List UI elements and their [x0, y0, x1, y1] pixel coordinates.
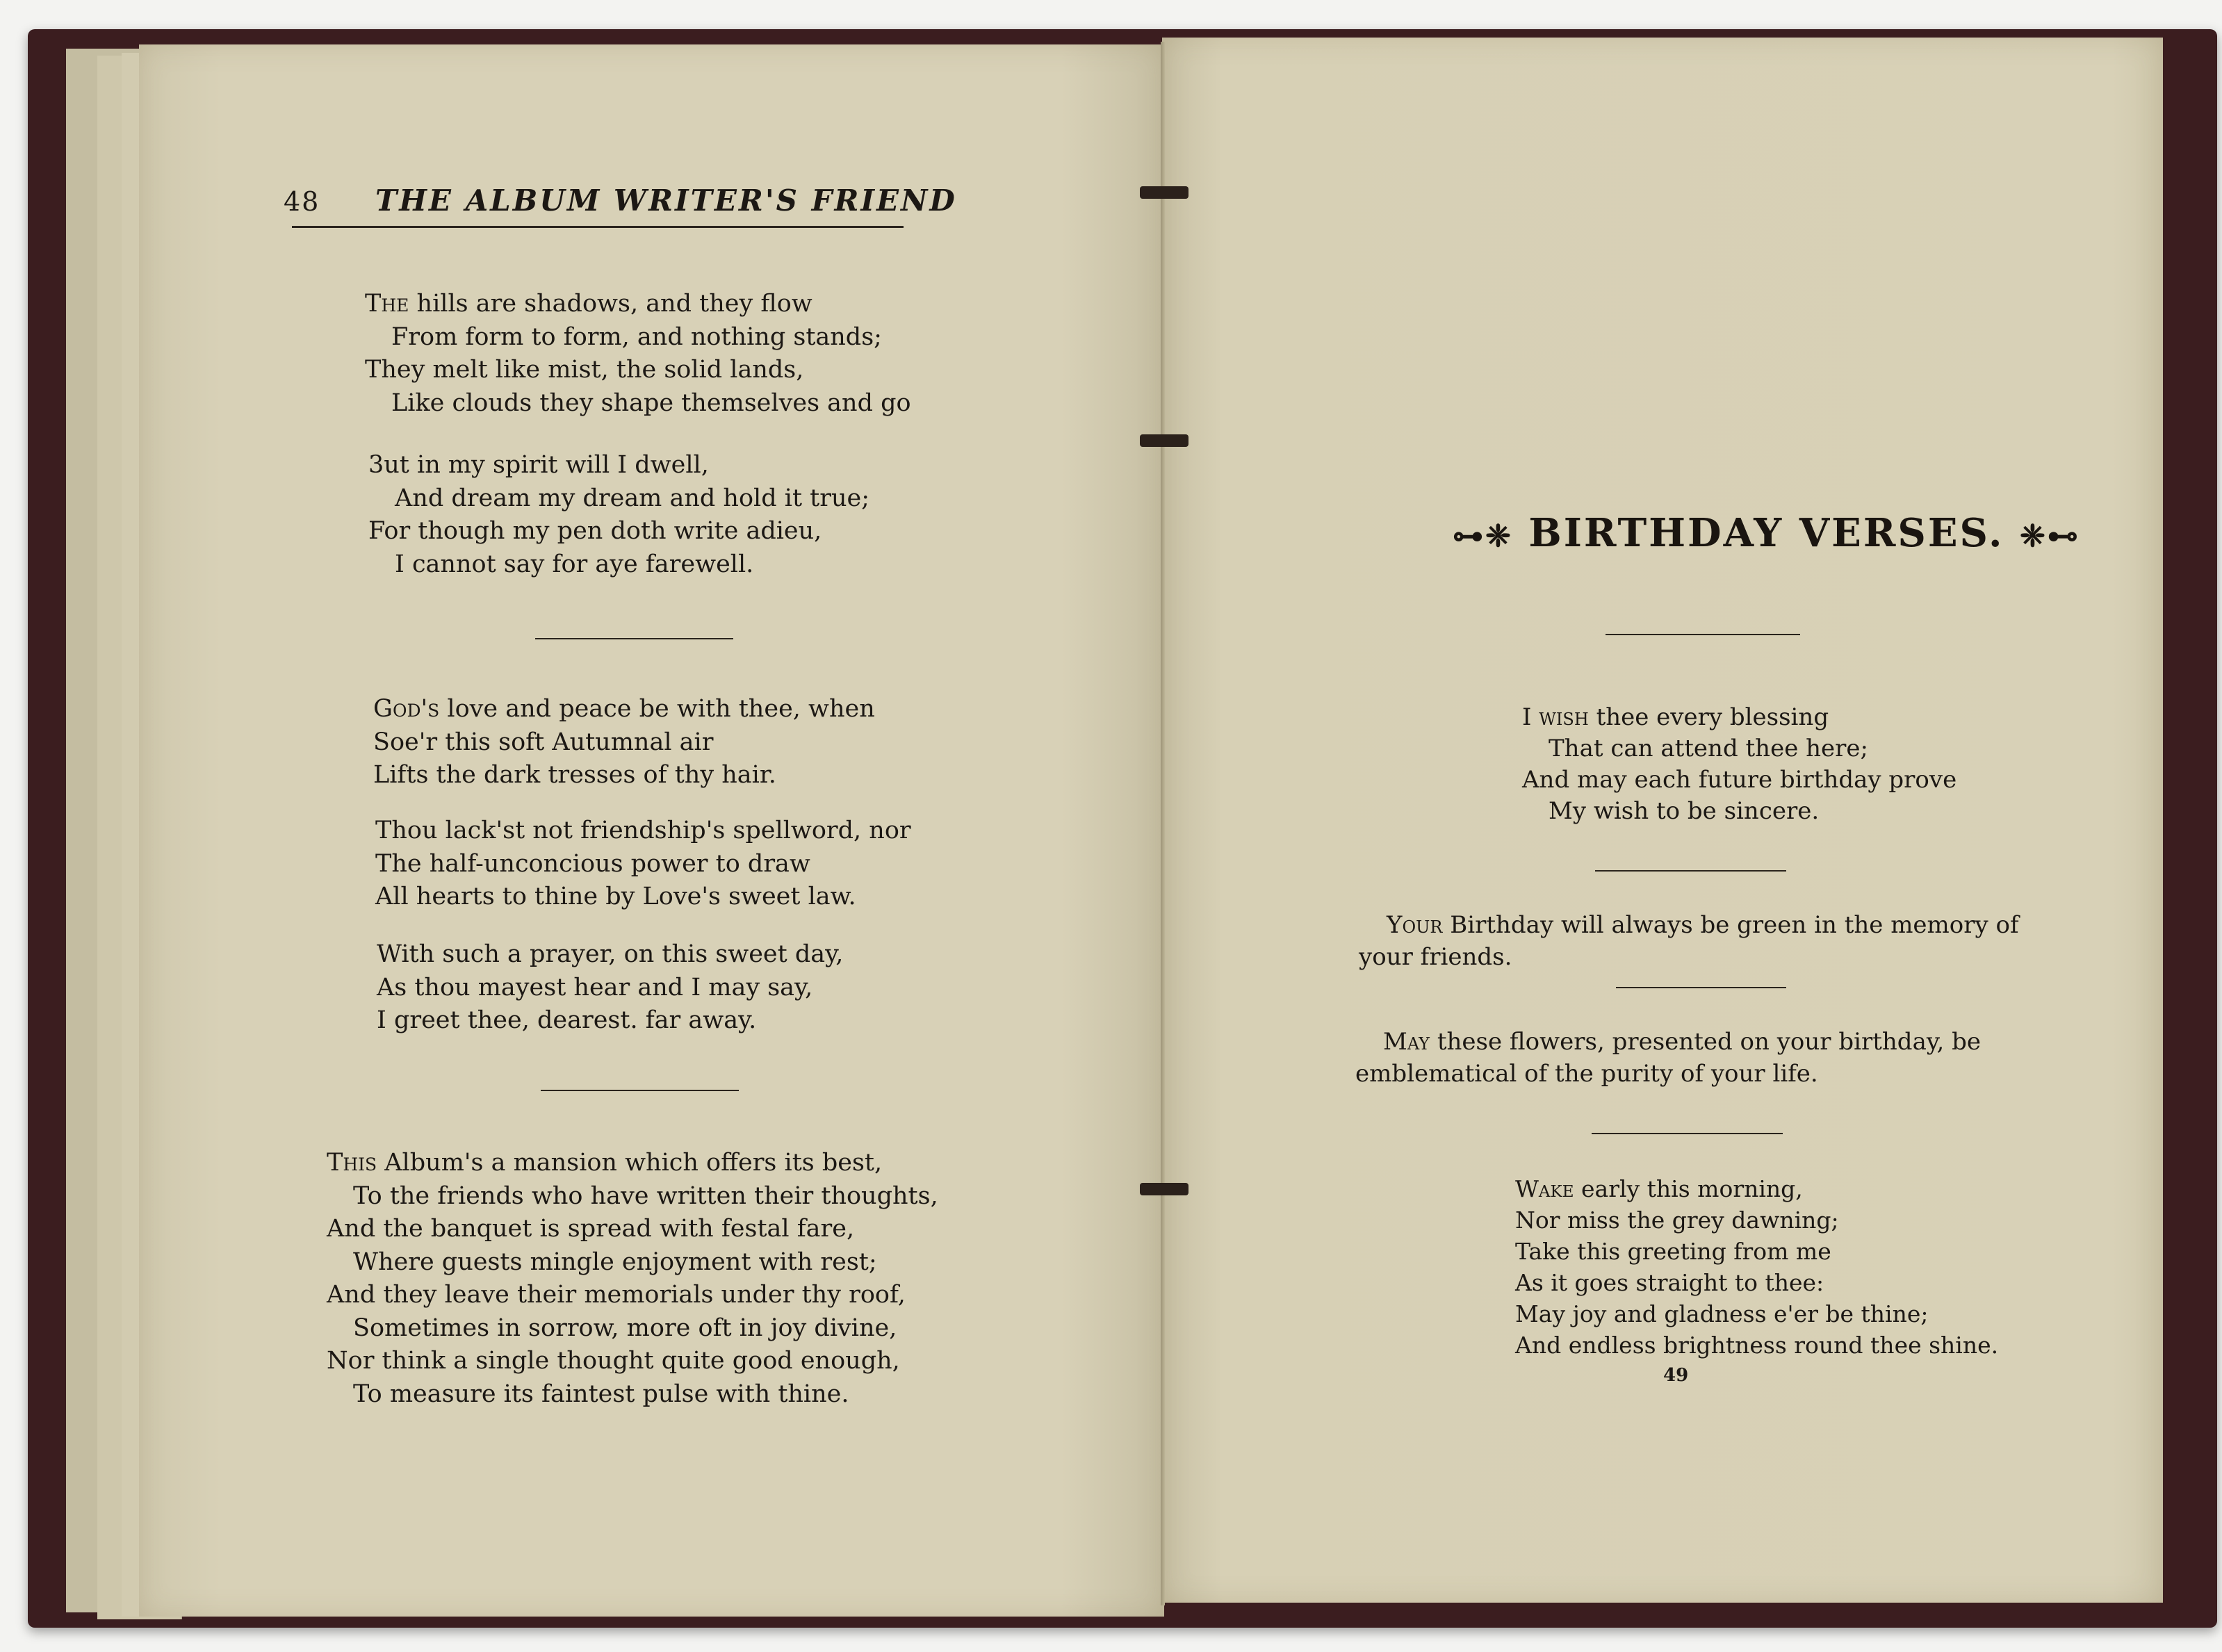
- poem-line: Lifts the dark tresses of thy hair.: [373, 761, 776, 789]
- poem-line: That can attend thee here;: [1549, 735, 1868, 762]
- poem-line: For though my pen doth write adieu,: [368, 517, 822, 545]
- prose-line: emblematical of the purity of your life.: [1355, 1060, 1818, 1088]
- poem-line: The hills are shadows, and they flow: [365, 290, 812, 318]
- header-rule: [292, 226, 904, 228]
- section-divider: [535, 638, 733, 639]
- poem-line: And endless brightness round thee shine.: [1515, 1332, 1999, 1359]
- poem-line: May joy and gladness e'er be thine;: [1515, 1300, 1929, 1327]
- binding-stitch: [1140, 1183, 1188, 1195]
- section-title-text: BIRTHDAY VERSES.: [1528, 510, 2004, 556]
- prose-line: May these flowers, presented on your birthday, be: [1383, 1028, 1982, 1056]
- prose-line: Your Birthday will always be green in the memory of: [1387, 911, 2019, 939]
- poem-gods-love-stanza-2: [375, 815, 911, 914]
- poem-line: They melt like mist, the solid lands,: [365, 356, 804, 384]
- running-title: THE ALBUM WRITER'S FRIEND: [375, 183, 957, 218]
- poem-hills-stanza-1: [365, 288, 911, 420]
- book-gutter: [1161, 42, 1165, 1605]
- section-divider: [541, 1090, 739, 1091]
- poem-line: Nor miss the grey dawning;: [1515, 1207, 1839, 1234]
- poem-line: And the banquet is spread with festal fare,: [327, 1215, 855, 1243]
- poem-album-mansion: [327, 1147, 938, 1411]
- poem-line: From form to form, and nothing stands;: [391, 322, 882, 351]
- poem-line: To the friends who have written their thoughts,: [353, 1181, 938, 1210]
- poem-gods-love-stanza-3: [377, 938, 843, 1038]
- verse-wake-early: [1515, 1173, 1998, 1361]
- poem-line: 3ut in my spirit will I dwell,: [368, 451, 709, 479]
- binding-stitch: [1140, 434, 1188, 447]
- poem-hills-stanza-2: [368, 449, 869, 581]
- poem-line: My wish to be sincere.: [1549, 797, 1820, 825]
- poem-line: As thou mayest hear and I may say,: [377, 973, 813, 1001]
- section-divider: [1616, 987, 1786, 988]
- poem-line: And dream my dream and hold it true;: [395, 484, 869, 512]
- birthday-verses-title: [1453, 510, 2080, 556]
- poem-line: Soe'r this soft Autumnal air: [373, 728, 714, 756]
- poem-line: All hearts to thine by Love's sweet law.: [375, 883, 856, 910]
- section-divider: [1595, 870, 1786, 872]
- poem-line: Where guests mingle enjoyment with rest;: [353, 1248, 877, 1276]
- poem-line: This Album's a mansion which offers its best,: [327, 1149, 883, 1177]
- poem-line: I wish thee every blessing: [1522, 703, 1829, 731]
- prose-your-birthday: [1359, 909, 2019, 973]
- poem-line: Thou lack'st not friendship's spellword, nor: [375, 817, 911, 844]
- section-divider: [1592, 1133, 1783, 1134]
- prose-may-these-flowers: [1355, 1026, 1981, 1090]
- poem-line: Wake early this morning,: [1515, 1175, 1803, 1202]
- poem-line: Sometimes in sorrow, more oft in joy divine,: [353, 1314, 897, 1342]
- binding-stitch: [1140, 186, 1188, 199]
- verse-i-wish: [1522, 702, 1956, 827]
- poem-line: The half-unconcious power to draw: [375, 849, 810, 878]
- poem-line: As it goes straight to thee:: [1515, 1269, 1824, 1296]
- poem-line: And may each future birthday prove: [1522, 766, 1957, 794]
- poem-line: I greet thee, dearest. far away.: [377, 1006, 757, 1034]
- poem-line: Nor think a single thought quite good enough,: [327, 1347, 900, 1375]
- poem-line: To measure its faintest pulse with thine.: [353, 1380, 849, 1408]
- ornament-right-icon: ❈⊷: [2019, 518, 2080, 554]
- prose-line: your friends.: [1359, 943, 1512, 971]
- poem-gods-love-stanza-1: [373, 693, 875, 792]
- page-number-left: 48: [284, 186, 320, 217]
- poem-line: And they leave their memorials under thy roof,: [327, 1281, 906, 1309]
- poem-line: With such a prayer, on this sweet day,: [377, 940, 844, 968]
- poem-line: I cannot say for aye farewell.: [395, 550, 754, 578]
- poem-line: Take this greeting from me: [1515, 1238, 1831, 1265]
- section-divider: [1606, 634, 1800, 635]
- page-number-right: 49: [1663, 1365, 1689, 1386]
- ornament-left-icon: ⊶❈: [1453, 518, 1513, 554]
- poem-line: Like clouds they shape themselves and go: [391, 389, 911, 417]
- poem-line: God's love and peace be with thee, when: [373, 695, 875, 723]
